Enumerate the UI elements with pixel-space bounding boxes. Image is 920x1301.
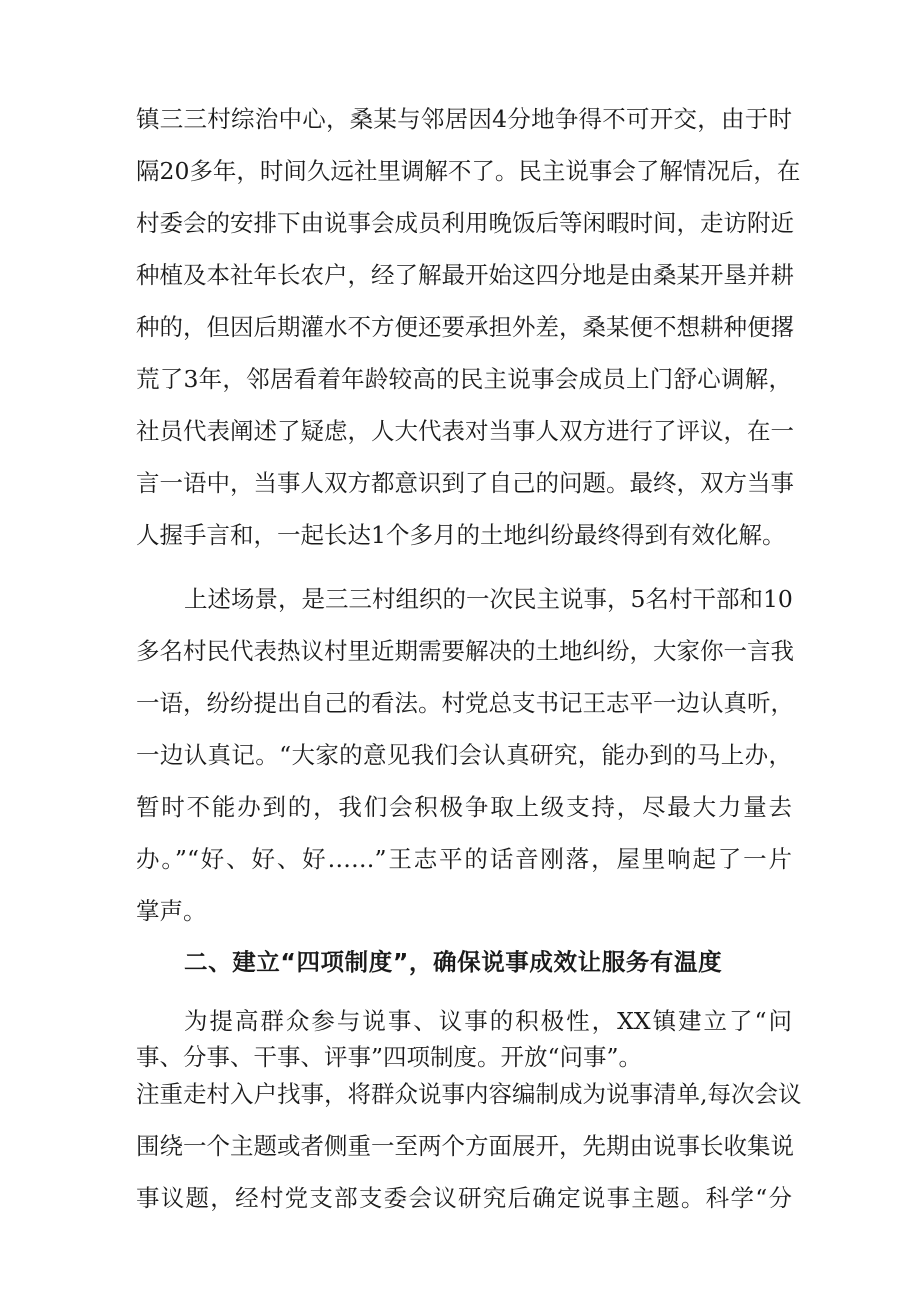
paragraph-3-line-4: 围绕一个主题或者侧重一至两个方面展开，先期由说事长收集说 [136, 1132, 794, 1160]
paragraph-2-line-4: 一边认真记。“大家的意见我们会认真研究，能办到的马上办， [136, 741, 792, 769]
paragraph-1-line-1: 镇三三村综治中心，桑某与邻居因4分地争得不可开交，由于时 [136, 105, 792, 133]
paragraph-1-line-6: 荒了3年，邻居看着年龄较高的民主说事会成员上门舒心调解， [136, 365, 792, 393]
paragraph-1-line-7: 社员代表阐述了疑虑，人大代表对当事人双方进行了评议，在一 [136, 417, 794, 445]
paragraph-3-line-1: 为提高群众参与说事、议事的积极性，XX镇建立了“问 [184, 1007, 792, 1035]
paragraph-3-line-2: 事、分事、干事、评事”四项制度。开放“问事”。 [136, 1043, 643, 1071]
paragraph-2-line-6: 办。”“好、好、好……”王志平的话音刚落，屋里响起了一片 [136, 845, 792, 873]
paragraph-2-line-5: 暂时不能办到的，我们会积极争取上级支持，尽最大力量去 [136, 793, 792, 821]
paragraph-1-line-2: 隔20多年，时间久远社里调解不了。民主说事会了解情况后，在 [136, 157, 801, 185]
paragraph-3-line-5: 事议题，经村党支部支委会议研究后确定说事主题。科学“分 [136, 1184, 792, 1212]
paragraph-1-line-9: 人握手言和，一起长达1个多月的土地纠纷最终得到有效化解。 [136, 521, 786, 549]
paragraph-1-line-4: 种植及本社年长农户，经了解最开始这四分地是由桑某开垦并耕 [136, 261, 794, 289]
paragraph-1-line-3: 村委会的安排下由说事会成员利用晚饭后等闲暇时间，走访附近 [136, 209, 794, 237]
paragraph-1-line-5: 种的，但因后期灌水不方便还要承担外差，桑某便不想耕种便撂 [136, 313, 794, 341]
paragraph-1-line-8: 言一语中，当事人双方都意识到了自己的问题。最终，双方当事 [136, 469, 794, 497]
paragraph-2-line-3: 一语，纷纷提出自己的看法。村党总支书记王志平一边认真听， [136, 689, 794, 717]
paragraph-3-line-3: 注重走村入户找事，将群众说事内容编制成为说事清单,每次会议 [136, 1080, 802, 1108]
paragraph-2-line-1: 上述场景，是三三村组织的一次民主说事，5名村干部和10 [184, 585, 793, 613]
paragraph-2-line-7: 掌声。 [136, 897, 207, 925]
section-heading: 二、建立“四项制度”，确保说事成效让服务有温度 [184, 948, 723, 976]
paragraph-2-line-2: 多名村民代表热议村里近期需要解决的土地纠纷，大家你一言我 [136, 637, 794, 665]
